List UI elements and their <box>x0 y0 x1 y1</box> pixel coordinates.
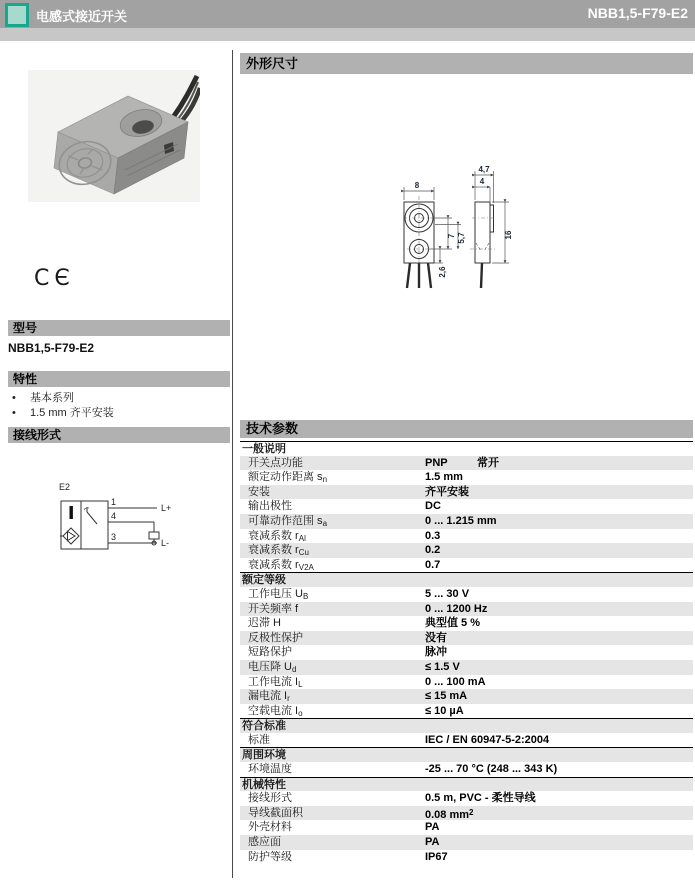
spec-value: 没有 <box>425 631 447 644</box>
spec-value: ≤ 10 µA <box>425 704 464 717</box>
spec-table <box>240 441 693 864</box>
spec-row <box>240 806 693 821</box>
spec-value: 典型值 5 % <box>425 617 481 630</box>
spec-label: 防护等级 <box>248 850 292 863</box>
pin-4-label: 4 <box>111 511 117 521</box>
spec-label: 标准 <box>248 733 270 746</box>
spec-row <box>240 602 693 617</box>
spec-label: 接线形式 <box>248 792 292 805</box>
l-plus-label: L+ <box>161 503 172 513</box>
brand-logo-icon <box>5 3 29 27</box>
spec-value: 1.5 mm <box>425 471 463 484</box>
spec-row <box>240 835 693 850</box>
spec-label: 一般说明 <box>242 443 286 455</box>
bullet-icon: • <box>12 392 16 404</box>
spec-value: 0.08 $mm^2$ <box>425 807 474 821</box>
spec-value: 0 ... 1200 Hz <box>425 602 488 615</box>
spec-value: 0.2 <box>425 544 441 557</box>
l-minus-label: L- <box>161 538 170 548</box>
ce-mark: CЄ <box>34 266 75 291</box>
spec-label: 可靠动作范围 $s_a$ <box>248 514 328 528</box>
spec-row <box>240 733 693 748</box>
spec-value: ≤ 15 mA <box>425 690 468 703</box>
spec-label: 工作电压 $U_B$ <box>248 587 309 601</box>
dim-side-total: 4,7 <box>478 165 490 174</box>
spec-row <box>240 587 693 602</box>
spec-section-header <box>240 718 693 733</box>
spec-row <box>240 689 693 704</box>
spec-label: 周围环境 <box>242 749 286 762</box>
spec-value-2: 常开 <box>477 456 499 469</box>
top-header-bar <box>0 0 695 28</box>
spec-row <box>240 470 693 485</box>
dim-sens-offset: 5,7 <box>457 232 466 244</box>
spec-label: 外壳材料 <box>248 821 292 834</box>
spec-row <box>240 675 693 690</box>
spec-row <box>240 631 693 646</box>
spec-row <box>240 558 693 573</box>
spec-row <box>240 791 693 806</box>
spec-value: ≤ 1.5 V <box>425 660 460 673</box>
spec-label: 导线截面积 <box>248 806 303 819</box>
spec-value: 5 ... 30 V <box>425 587 470 600</box>
feature-item: • 1.5 mm 齐平安装 <box>12 407 114 419</box>
spec-label: 额定等级 <box>242 574 286 587</box>
spec-value: 0.5 m, PVC - 柔性导线 <box>425 792 536 805</box>
spec-label: 开关点功能 <box>248 456 303 469</box>
spec-row <box>240 616 693 631</box>
spec-row <box>240 543 693 558</box>
spec-label: 衰减系数 $r_{Al}$ <box>248 529 306 543</box>
spec-value: IP67 <box>425 850 448 863</box>
spec-value: 0.3 <box>425 529 441 542</box>
spec-row <box>240 762 693 777</box>
page-title: 电感式接近开关 <box>36 9 128 24</box>
pin-3-label: 3 <box>111 532 117 542</box>
spec-label: 迟滞 H <box>248 617 281 630</box>
spec-value: PNP <box>425 456 448 469</box>
section-header-features: 特性 <box>8 371 230 387</box>
spec-row <box>240 499 693 514</box>
column-divider <box>232 50 233 878</box>
spec-row <box>240 850 693 865</box>
section-header-dimensions: 外形尺寸 <box>240 53 693 74</box>
header-model-number: NBB1,5-F79-E2 <box>587 5 688 21</box>
section-header-wiring: 接线形式 <box>8 427 230 443</box>
dim-bottom-offset: 2,6 <box>438 266 447 278</box>
spec-row <box>240 820 693 835</box>
spec-section-header <box>240 441 693 456</box>
spec-value: -25 ... 70 °C (248 ... 343 K) <box>425 763 558 776</box>
spec-section-header <box>240 747 693 762</box>
spec-label: 安装 <box>248 485 270 498</box>
header-sub-band <box>0 28 695 41</box>
spec-row <box>240 704 693 719</box>
spec-value: DC <box>425 500 441 513</box>
spec-label: 空载电流 $I_o$ <box>248 704 303 718</box>
spec-label: 开关频率 f <box>248 602 299 615</box>
spec-label: 短路保护 <box>248 646 292 659</box>
spec-section-header <box>240 572 693 587</box>
dim-hole-pitch: 7 <box>447 233 456 239</box>
pin-1-label: 1 <box>111 497 117 507</box>
model-number: NBB1,5-F79-E2 <box>8 341 95 355</box>
section-header-model: 型号 <box>8 320 230 336</box>
spec-label: 环境温度 <box>248 763 292 776</box>
spec-label: 符合标准 <box>242 720 286 733</box>
spec-label: 漏电流 $I_r$ <box>248 690 290 704</box>
dimension-drawing <box>385 158 530 298</box>
spec-label: 衰减系数 $r_{Cu}$ <box>248 544 309 558</box>
spec-label: 机械特性 <box>242 778 286 791</box>
wiring-diagram <box>55 480 180 560</box>
spec-row <box>240 645 693 660</box>
spec-value: 0.7 <box>425 558 441 571</box>
spec-row <box>240 660 693 675</box>
spec-value: 0 ... 1.215 mm <box>425 514 497 527</box>
spec-label: 输出极性 <box>248 500 292 513</box>
spec-value: 齐平安装 <box>425 485 469 498</box>
spec-label: 电压降 $U_d$ <box>248 660 297 674</box>
spec-value: 脉冲 <box>425 646 447 659</box>
spec-label: 额定动作距离 $s_n$ <box>248 471 328 485</box>
spec-row <box>240 529 693 544</box>
spec-label: 工作电流 $I_L$ <box>248 675 303 689</box>
section-header-tech: 技术参数 <box>240 420 693 438</box>
dim-height: 16 <box>504 230 513 240</box>
spec-row <box>240 514 693 529</box>
dim-side-body: 4 <box>479 177 485 186</box>
dim-front-width: 8 <box>414 181 420 190</box>
spec-label: 反极性保护 <box>248 631 303 644</box>
spec-value: 0 ... 100 mA <box>425 675 486 688</box>
spec-value: IEC / EN 60947-5-2:2004 <box>425 733 550 746</box>
feature-item: • 基本系列 <box>12 392 74 404</box>
spec-label: 感应面 <box>248 836 281 849</box>
product-photo <box>28 70 200 202</box>
spec-value: PA <box>425 821 440 834</box>
spec-row <box>240 485 693 500</box>
spec-row <box>240 456 693 471</box>
spec-value: PA <box>425 836 440 849</box>
bullet-icon: • <box>12 407 16 419</box>
spec-label: 衰减系数 $r_{V2A}$ <box>248 558 314 572</box>
spec-section-header <box>240 777 693 792</box>
wiring-variant-label: E2 <box>59 482 71 492</box>
